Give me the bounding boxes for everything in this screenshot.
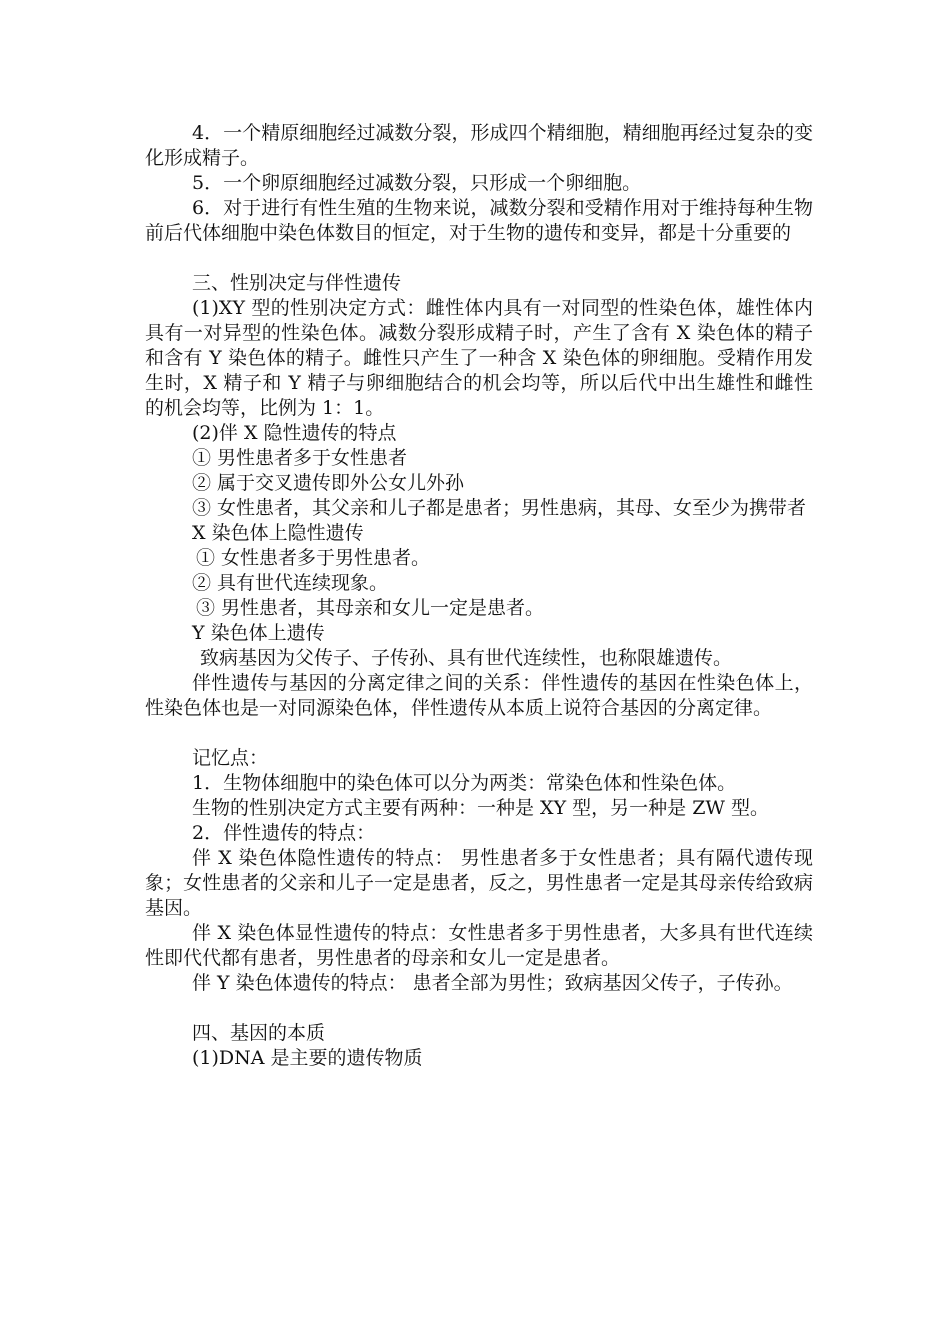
paragraph: Y 染色体上遗传 [192, 622, 325, 644]
paragraph: (1)XY 型的性别决定方式：雌性体内具有一对同型的性染色体，雄性体内具有一对异型的性染色体。减数分裂形成精子时，产生了含有 X 染色体的精子和含有 Y 染色体的精子。雌性只产生了一种含 X 染色体的卵细胞。受精作用发生时，X 精子和 Y 精子与卵细胞结合的机会均等，所以后代中出生雄性和雌性的机会均等，比例为 1：1。 [145, 297, 813, 419]
paragraph: 记忆点： [192, 747, 269, 769]
paragraph: 伴 Y 染色体遗传的特点： 患者全部为男性；致病基因父传子，子传孙。 [192, 972, 793, 994]
blank-line [145, 246, 813, 271]
list-item: ① 男性患者多于女性患者 [192, 447, 408, 469]
paragraph: 伴 X 染色体显性遗传的特点：女性患者多于男性患者，大多具有世代连续性即代代都有患者，男性患者的母亲和女儿一定是患者。 [145, 922, 813, 969]
document-page [145, 121, 813, 1071]
paragraph: 致病基因为父传子、子传孙、具有世代连续性，也称限雄遗传。 [200, 647, 733, 669]
list-item: ② 具有世代连续现象。 [192, 572, 389, 594]
paragraph: 1．生物体细胞中的染色体可以分为两类：常染色体和性染色体。 [192, 772, 737, 794]
list-item: ③ 男性患者，其母亲和女儿一定是患者。 [196, 597, 545, 619]
section-heading: 四、基因的本质 [192, 1022, 326, 1044]
paragraph: 伴性遗传与基因的分离定律之间的关系：伴性遗传的基因在性染色体上，性染色体也是一对同源染色体，伴性遗传从本质上说符合基因的分离定律。 [145, 672, 813, 719]
paragraph: 生物的性别决定方式主要有两种：一种是 XY 型，另一种是 ZW 型。 [192, 797, 769, 819]
blank-line [145, 721, 813, 746]
paragraph: 5．一个卵原细胞经过减数分裂，只形成一个卵细胞。 [192, 172, 642, 194]
list-item: ① 女性患者多于男性患者。 [196, 547, 431, 569]
paragraph: 6．对于进行有性生殖的生物来说，减数分裂和受精作用对于维持每种生物前后代体细胞中染色体数目的恒定，对于生物的遗传和变异，都是十分重要的 [145, 197, 813, 244]
paragraph: X 染色体上隐性遗传 [192, 522, 364, 544]
section-heading: 三、性别决定与伴性遗传 [192, 272, 402, 294]
paragraph: (1)DNA 是主要的遗传物质 [192, 1047, 423, 1069]
paragraph: 2．伴性遗传的特点： [192, 822, 376, 844]
list-item: ② 属于交叉遗传即外公女儿外孙 [192, 472, 465, 494]
blank-line [145, 996, 813, 1021]
paragraph: 4．一个精原细胞经过减数分裂，形成四个精细胞，精细胞再经过复杂的变化形成精子。 [145, 122, 813, 169]
paragraph: (2)伴 X 隐性遗传的特点 [192, 422, 397, 444]
list-item: ③ 女性患者，其父亲和儿子都是患者；男性患病，其母、女至少为携带者 [192, 497, 807, 519]
paragraph: 伴 X 染色体隐性遗传的特点： 男性患者多于女性患者；具有隔代遗传现象；女性患者的父亲和儿子一定是患者，反之，男性患者一定是其母亲传给致病基因。 [145, 847, 813, 919]
